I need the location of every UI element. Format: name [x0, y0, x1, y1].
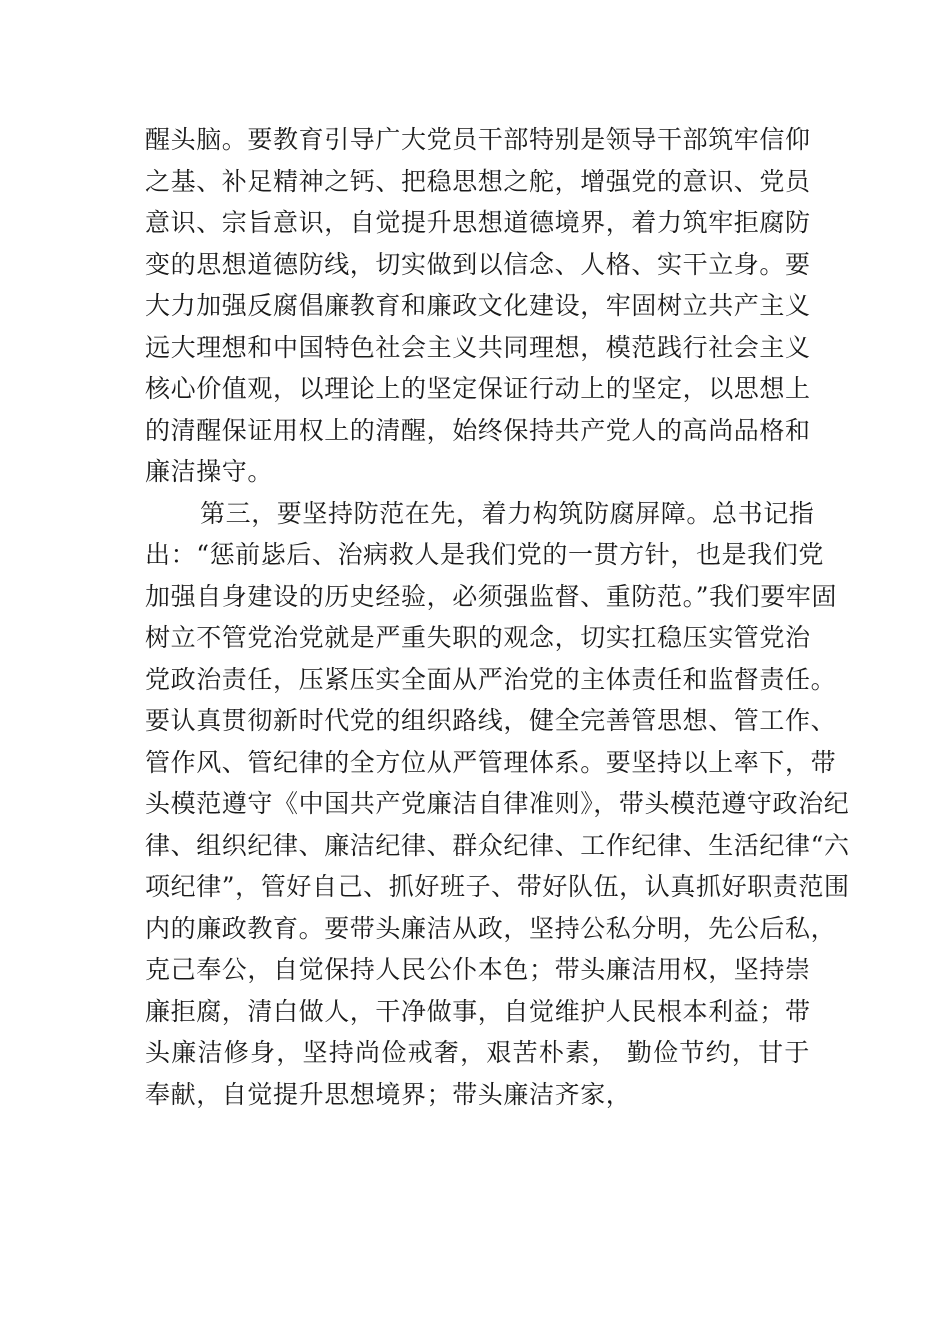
text-line: 律、组织纪律、廉洁纪律、群众纪律、工作纪律、生活纪律“六: [145, 830, 850, 860]
text-line: 意识、宗旨意识，自觉提升思想道德境界，着力筑牢拒腐防: [145, 208, 811, 237]
text-line: 大力加强反腐倡廉教育和廉政文化建设，牢固树立共产主义: [145, 291, 811, 320]
text-line: 克己奉公，自觉保持人民公仆本色；带头廉洁用权，坚持崇: [145, 955, 811, 984]
paragraph-end-line: 奉献，自觉提升思想境界；带头廉洁齐家，: [145, 1079, 632, 1109]
text-line: 核心价值观，以理论上的坚定保证行动上的坚定，以思想上: [145, 374, 811, 403]
text-line: 之基、补足精神之钙、把稳思想之舵，增强党的意识、党员: [145, 166, 811, 196]
text-line: 远大理想和中国特色社会主义共同理想，模范践行社会主义: [145, 332, 811, 362]
text-line: 树立不管党治党就是严重失职的观念，切实扛稳压实管党治: [145, 623, 811, 652]
paragraph-end-line: 廉洁操守。: [145, 457, 274, 486]
text-line: 醒头脑。要教育引导广大党员干部特别是领导干部筑牢信仰: [145, 125, 811, 154]
text-line: 要认真贯彻新时代党的组织路线，健全完善管思想、管工作、: [145, 706, 837, 735]
paragraph-start-line: 第三，要坚持防范在先，着力构筑防腐屏障。总书记指: [200, 498, 815, 528]
text-line: 党政治责任，压紧压实全面从严治党的主体责任和监督责任。: [145, 664, 837, 694]
text-line: 头模范遵守《中国共产党廉洁自律准则》，带头模范遵守政治纪: [145, 789, 850, 818]
text-line: 管作风、管纪律的全方位从严管理体系。要坚持以上率下，带: [145, 747, 837, 777]
text-line: 内的廉政教育。要带头廉洁从政，坚持公私分明，先公后私，: [145, 913, 837, 943]
text-line: 变的思想道德防线，切实做到以信念、人格、实干立身。要: [145, 249, 811, 279]
text-line: 项纪律”，管好自己、抓好班子、带好队伍，认真抓好职责范围: [145, 872, 850, 901]
body-text: [145, 119, 850, 1115]
text-line: 的清醒保证用权上的清醒，始终保持共产党人的高尚品格和: [145, 415, 811, 445]
text-line: 加强自身建设的历史经验，必须强监督、重防范。”我们要牢固: [145, 581, 838, 611]
text-line: 廉拒腐，清白做人，干净做事，自觉维护人民根本利益；带: [145, 996, 811, 1026]
text-line: 头廉洁修身，坚持尚俭戒奢，艰苦朴素， 勤俭节约，甘于: [145, 1038, 810, 1067]
text-line: 出：“惩前毖后、治病救人是我们党的一贯方针，也是我们党: [145, 540, 824, 569]
